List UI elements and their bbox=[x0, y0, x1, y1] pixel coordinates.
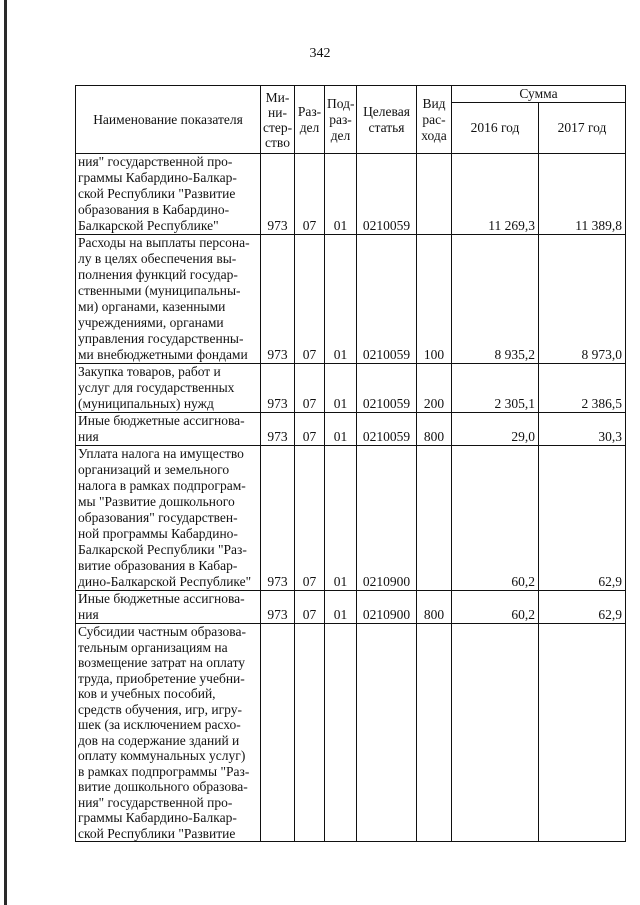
row-section-cell bbox=[295, 624, 325, 842]
row-sum-2016-cell: 11 269,3 bbox=[452, 154, 539, 235]
header-year-2016: 2016 год bbox=[452, 103, 539, 154]
row-subsection-cell: 01 bbox=[325, 591, 357, 624]
row-ministry-cell: 973 bbox=[261, 235, 295, 364]
row-sum-2017-cell: 11 389,8 bbox=[539, 154, 626, 235]
row-sum-2017-cell: 62,9 bbox=[539, 591, 626, 624]
row-ministry-cell: 973 bbox=[261, 413, 295, 446]
table-row bbox=[76, 154, 626, 235]
row-sum-2016-cell: 60,2 bbox=[452, 446, 539, 591]
table-row bbox=[76, 624, 626, 842]
header-sum: Сумма bbox=[452, 86, 626, 103]
page-number: 342 bbox=[309, 46, 331, 61]
row-section-cell: 07 bbox=[295, 413, 325, 446]
row-expense-type-cell: 200 bbox=[417, 364, 452, 413]
row-expense-type-cell bbox=[417, 446, 452, 591]
row-sum-2016-cell bbox=[452, 624, 539, 842]
row-expense-type-cell bbox=[417, 154, 452, 235]
row-section-cell: 07 bbox=[295, 235, 325, 364]
row-section-cell: 07 bbox=[295, 364, 325, 413]
row-sum-2017-cell: 2 386,5 bbox=[539, 364, 626, 413]
row-name-cell: Уплата налога на имущество организаций и земельного налога в рамках подпрограм- мы "Развитие дошкольного образования" государствен- ной программы Кабардино- Балкарской Республики "Раз- витие образования в Кабар- дино-Балкарской Республике" bbox=[76, 446, 261, 591]
row-sum-2016-cell: 2 305,1 bbox=[452, 364, 539, 413]
row-subsection-cell: 01 bbox=[325, 235, 357, 364]
table-row bbox=[76, 364, 626, 413]
row-target-cell: 0210059 bbox=[357, 364, 417, 413]
header-year-2017: 2017 год bbox=[539, 103, 626, 154]
row-expense-type-cell: 800 bbox=[417, 413, 452, 446]
row-target-cell: 0210059 bbox=[357, 154, 417, 235]
row-name-cell: Субсидии частным образова- тельным организациям на возмещение затрат на оплату труда, приобретение учебни- ков и учебных пособий, средств обучения, игр, игру- шек (за исключением расхо- дов на содержание зданий и оплату коммунальных услуг) в рамках подпрограммы "Раз- витие дошкольного образова- ния" государственной про- граммы Кабардино-Балкар- ской Республики "Развитие bbox=[76, 624, 261, 842]
row-section-cell: 07 bbox=[295, 154, 325, 235]
row-target-cell: 0210900 bbox=[357, 446, 417, 591]
row-target-cell: 0210059 bbox=[357, 413, 417, 446]
table-row bbox=[76, 591, 626, 624]
header-subsection: Под- раз- дел bbox=[325, 86, 357, 154]
row-ministry-cell: 973 bbox=[261, 364, 295, 413]
row-sum-2016-cell: 29,0 bbox=[452, 413, 539, 446]
row-sum-2017-cell: 8 973,0 bbox=[539, 235, 626, 364]
row-expense-type-cell: 800 bbox=[417, 591, 452, 624]
row-sum-2017-cell: 62,9 bbox=[539, 446, 626, 591]
row-subsection-cell: 01 bbox=[325, 413, 357, 446]
row-subsection-cell: 01 bbox=[325, 364, 357, 413]
row-name-cell: Иные бюджетные ассигнова- ния bbox=[76, 413, 261, 446]
row-name-cell: Расходы на выплаты персона- лу в целях обеспечения вы- полнения функций государ- ственными (муниципальны- ми) органами, казенными учреждениями, органами управления государственны- ми внебюджетными фондами bbox=[76, 235, 261, 364]
row-name-cell: Иные бюджетные ассигнова- ния bbox=[76, 591, 261, 624]
budget-table bbox=[75, 85, 626, 842]
header-ministry: Ми- ни- стер- ство bbox=[261, 86, 295, 154]
scan-edge-shadow bbox=[4, 0, 7, 905]
row-expense-type-cell: 100 bbox=[417, 235, 452, 364]
row-name-cell: ния" государственной про- граммы Кабардино-Балкар- ской Республики "Развитие образования в Кабардино- Балкарской Республике" bbox=[76, 154, 261, 235]
row-subsection-cell: 01 bbox=[325, 154, 357, 235]
row-section-cell: 07 bbox=[295, 446, 325, 591]
row-target-cell: 0210900 bbox=[357, 591, 417, 624]
header-target: Целевая статья bbox=[357, 86, 417, 154]
header-name: Наименование показателя bbox=[76, 86, 261, 154]
header-expense-type: Вид рас- хода bbox=[417, 86, 452, 154]
table-row bbox=[76, 446, 626, 591]
table-header-row bbox=[76, 86, 626, 103]
header-section: Раз- дел bbox=[295, 86, 325, 154]
row-subsection-cell bbox=[325, 624, 357, 842]
row-ministry-cell bbox=[261, 624, 295, 842]
row-ministry-cell: 973 bbox=[261, 591, 295, 624]
row-section-cell: 07 bbox=[295, 591, 325, 624]
row-ministry-cell: 973 bbox=[261, 154, 295, 235]
table-row bbox=[76, 235, 626, 364]
row-sum-2016-cell: 8 935,2 bbox=[452, 235, 539, 364]
row-ministry-cell: 973 bbox=[261, 446, 295, 591]
row-target-cell bbox=[357, 624, 417, 842]
table-row bbox=[76, 413, 626, 446]
row-subsection-cell: 01 bbox=[325, 446, 357, 591]
row-sum-2017-cell bbox=[539, 624, 626, 842]
row-target-cell: 0210059 bbox=[357, 235, 417, 364]
row-expense-type-cell bbox=[417, 624, 452, 842]
row-sum-2016-cell: 60,2 bbox=[452, 591, 539, 624]
row-sum-2017-cell: 30,3 bbox=[539, 413, 626, 446]
row-name-cell: Закупка товаров, работ и услуг для государственных (муниципальных) нужд bbox=[76, 364, 261, 413]
